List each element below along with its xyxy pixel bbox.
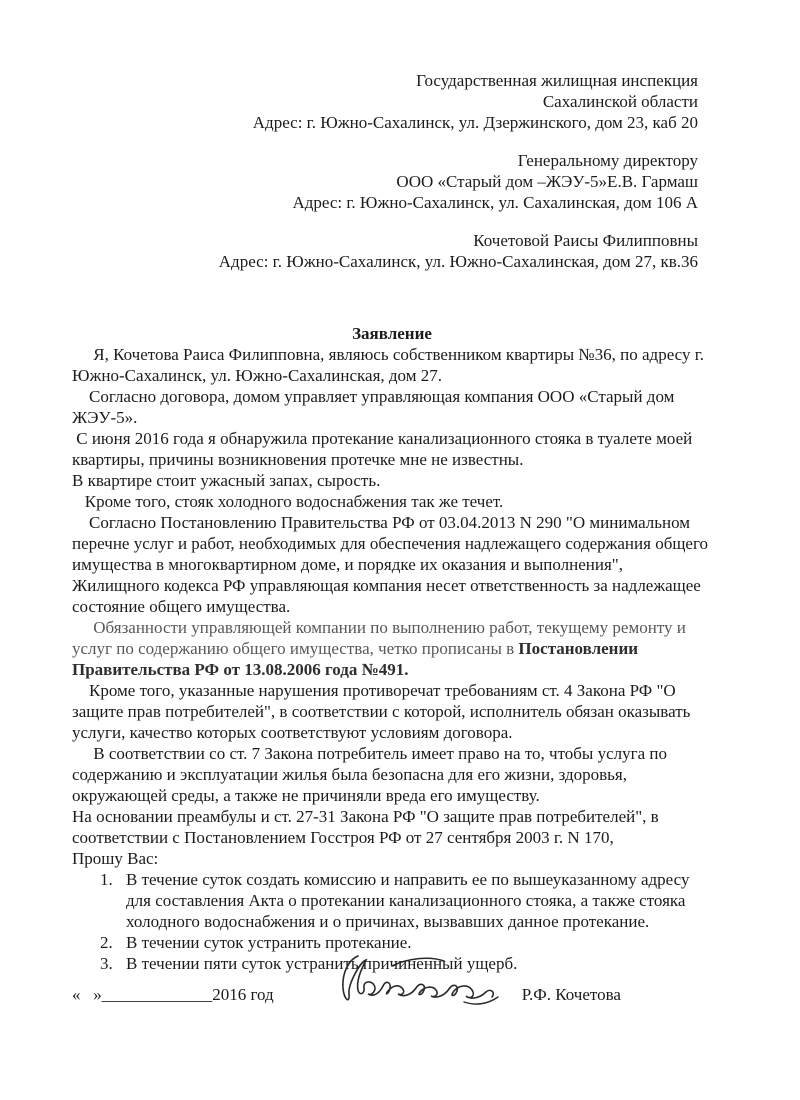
paragraph-decree-491	[72, 617, 712, 680]
paragraph-consumer-law-art4: Кроме того, указанные нарушения противоречат требованиям ст. 4 Закона РФ "О защите прав потребителей", в соответствии с которой, исполнитель обязан оказывать услуги, качество которых соответствуют условиям договора.	[72, 681, 695, 742]
paragraph-ownership: Я, Кочетова Раиса Филипповна, являюсь собственником квартиры №36, по адресу г. Южно-Сахалинск, ул. Южно-Сахалинская, дом 27.	[72, 345, 709, 385]
list-item-number: 2.	[100, 933, 113, 952]
recipient-line: Адрес: г. Южно-Сахалинск, ул. Дзержинского, дом 23, каб 20	[252, 113, 698, 132]
recipient-line: Кочетовой Раисы Филипповны	[473, 231, 698, 250]
list-item-text: В течении пяти суток устранить причиненный ущерб.	[126, 954, 518, 973]
recipient-line: Генеральному директору	[517, 151, 698, 170]
recipient-line: Сахалинской области	[542, 92, 698, 111]
footer	[72, 984, 712, 1017]
paragraph-text-bold: Постановлении Правительства РФ от 13.08.2006 года №491.	[72, 639, 643, 679]
paragraph-leak-discovery: С июня 2016 года я обнаружила протекание канализационного стояка в туалете моей квартиры, причины возникновения протечке мне не известны.	[72, 429, 697, 469]
recipient-line: Адрес: г. Южно-Сахалинск, ул. Южно-Сахалинская, дом 27, кв.36	[218, 252, 698, 271]
date-line: « »_____________2016 год	[72, 985, 274, 1004]
list-item-text: В течении суток устранить протекание.	[126, 933, 412, 952]
paragraph-management-company: Согласно договора, домом управляет управляющая компания ООО «Старый дом ЖЭУ-5».	[72, 387, 679, 427]
list-item	[100, 869, 712, 932]
signatory-name: Р.Ф. Кочетова	[521, 985, 621, 1004]
recipient-line: Адрес: г. Южно-Сахалинск, ул. Сахалинская, дом 106 А	[292, 193, 698, 212]
signature-scribble	[336, 950, 508, 1017]
recipient-line: Государственная жилищная инспекция	[416, 71, 698, 90]
paragraph-text-gray: Обязанности управляющей компании по выполнению работ, текущему ремонту и услуг по содержанию общего имущества, четко прописаны в	[72, 618, 691, 658]
paragraph-decree-290: Согласно Постановлению Правительства РФ от 03.04.2013 N 290 "О минимальном перечне услуг и работ, необходимых для обеспечения надлежащего содержания общего имущества в многоквартирном доме, и порядке их оказания и выполнения", Жилищного кодекса РФ управляющая компания несет ответственность за надлежащее состояние общего имущества.	[72, 513, 713, 616]
recipient-block-inspection	[72, 70, 698, 133]
paragraph-cold-water: Кроме того, стояк холодного водоснабжения так же течет.	[72, 492, 504, 511]
list-item-number: 1.	[100, 870, 113, 889]
paragraph-smell: В квартире стоит ужасный запах, сырость.	[72, 471, 381, 490]
document-title: Заявление	[352, 324, 432, 343]
recipient-block-applicant	[72, 230, 698, 272]
paragraph-request-intro: Прошу Вас:	[72, 849, 159, 868]
paragraph-legal-basis: На основании преамбулы и ст. 27-31 Закона РФ "О защите прав потребителей", в соответствии с Постановлением Госстроя РФ от 27 сентября 2003 г. N 170,	[72, 807, 663, 847]
list-item-number: 3.	[100, 954, 113, 973]
recipient-line: ООО «Старый дом –ЖЭУ-5»Е.В. Гармаш	[396, 172, 698, 191]
paragraph-consumer-law-art7: В соответствии со ст. 7 Закона потребитель имеет право на то, чтобы услуга по содержанию и эксплуатации жилья была безопасна для его жизни, здоровья, окружающей среды, а также не причиняли вреда его имуществу.	[72, 744, 672, 805]
list-item-text: В течение суток создать комиссию и направить ее по вышеуказанному адресу для составления Акта о протекании канализационного стояка, а также стояка холодного водоснабжения и о причинах, вызвавших данное протекание.	[126, 870, 694, 931]
recipient-block-director	[72, 150, 698, 213]
